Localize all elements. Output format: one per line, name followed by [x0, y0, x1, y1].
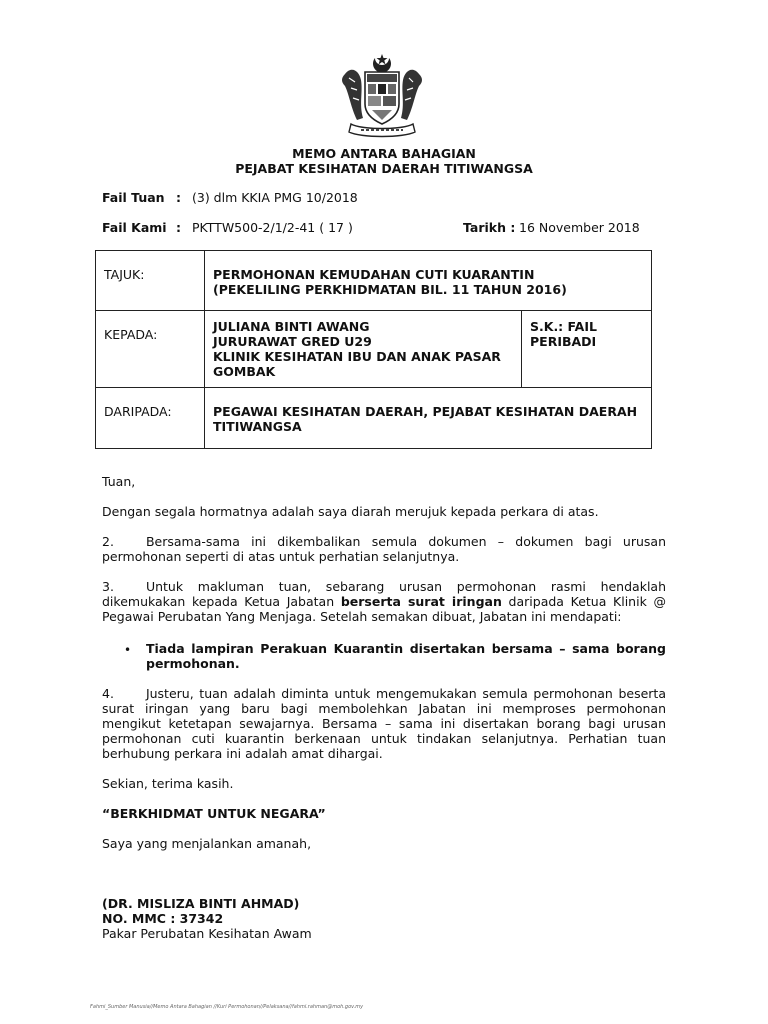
daripada-row	[96, 388, 652, 449]
malaysia-coat-of-arms-icon	[337, 52, 427, 142]
bullet-item: Tiada lampiran Perakuan Kuarantin disertakan bersama – sama borang permohonan.	[146, 641, 666, 671]
tarikh-label: Tarikh :	[463, 220, 516, 235]
fail-kami-colon: :	[176, 220, 181, 235]
fail-tuan-colon: :	[176, 190, 181, 205]
motto: “BERKHIDMAT UNTUK NEGARA”	[102, 806, 326, 821]
paragraph-3: 3. Untuk makluman tuan, sebarang urusan permohonan rasmi hendaklah dikemukakan kepada Ketua Jabatan berserta surat iringan daripada Ketua Klinik @ Pegawai Perubatan Yang Menjaga. Setelah semakan dibuat, Jabatan ini mendapati:	[102, 579, 666, 624]
fail-kami-value: PKTTW500-2/1/2-41 ( 17 )	[192, 220, 353, 235]
kepada-label: KEPADA:	[96, 311, 205, 388]
fail-tuan-label: Fail Tuan	[102, 190, 165, 205]
fail-tuan-value: (3) dlm KKIA PMG 10/2018	[192, 190, 358, 205]
memo-info-table	[95, 250, 652, 449]
salutation: Tuan,	[102, 474, 136, 489]
trust-line: Saya yang menjalankan amanah,	[102, 836, 312, 851]
daripada-label: DARIPADA:	[96, 388, 205, 449]
paragraph-2: 2. Bersama-sama ini dikembalikan semula dokumen – dokumen bagi urusan permohonan seperti di atas untuk perhatian selanjutnya.	[102, 534, 666, 564]
tajuk-label: TAJUK:	[96, 251, 205, 311]
paragraph-4: 4. Justeru, tuan adalah diminta untuk mengemukakan semula permohonan beserta surat iringan yang baru bagi membolehkan Jabatan ini memproses permohonan mengikut ketetapan sewajarnya. Bersama – sama ini disertakan borang bagi urusan permohonan cuti kuarantin berkenaan untuk tindakan selanjutnya. Perhatian tuan berhubung perkara ini adalah amat dihargai.	[102, 686, 666, 761]
closing: Sekian, terima kasih.	[102, 776, 234, 791]
opening-paragraph: Dengan segala hormatnya adalah saya diarah merujuk kepada perkara di atas.	[102, 504, 599, 519]
office-heading: PEJABAT KESIHATAN DAERAH TITIWANGSA	[235, 161, 533, 176]
tarikh-value: 16 November 2018	[519, 220, 640, 235]
tajuk-row	[96, 251, 652, 311]
signatory-mmc: NO. MMC : 37342	[102, 911, 224, 926]
tajuk-value: PERMOHONAN KEMUDAHAN CUTI KUARANTIN (PEKELILING PERKHIDMATAN BIL. 11 TAHUN 2016)	[205, 251, 652, 311]
signatory-title: Pakar Perubatan Kesihatan Awam	[102, 926, 312, 941]
fail-kami-label: Fail Kami	[102, 220, 167, 235]
bullet-dot: •	[124, 643, 132, 657]
kepada-value: JULIANA BINTI AWANG JURURAWAT GRED U29 KLINIK KESIHATAN IBU DAN ANAK PASAR GOMBAK	[205, 311, 522, 388]
memo-heading: MEMO ANTARA BAHAGIAN	[292, 146, 476, 161]
sk-value: S.K.: FAIL PERIBADI	[522, 311, 652, 388]
footer-path: Fahmi_Sumber Manusia//Memo Antara Bahagian //Kuri Permohonan//Pelaksana//fahmi.rahman@moh.gov.my	[90, 1004, 364, 1010]
kepada-row	[96, 311, 652, 388]
signatory-name: (DR. MISLIZA BINTI AHMAD)	[102, 896, 300, 911]
daripada-value: PEGAWAI KESIHATAN DAERAH, PEJABAT KESIHATAN DAERAH TITIWANGSA	[205, 388, 652, 449]
